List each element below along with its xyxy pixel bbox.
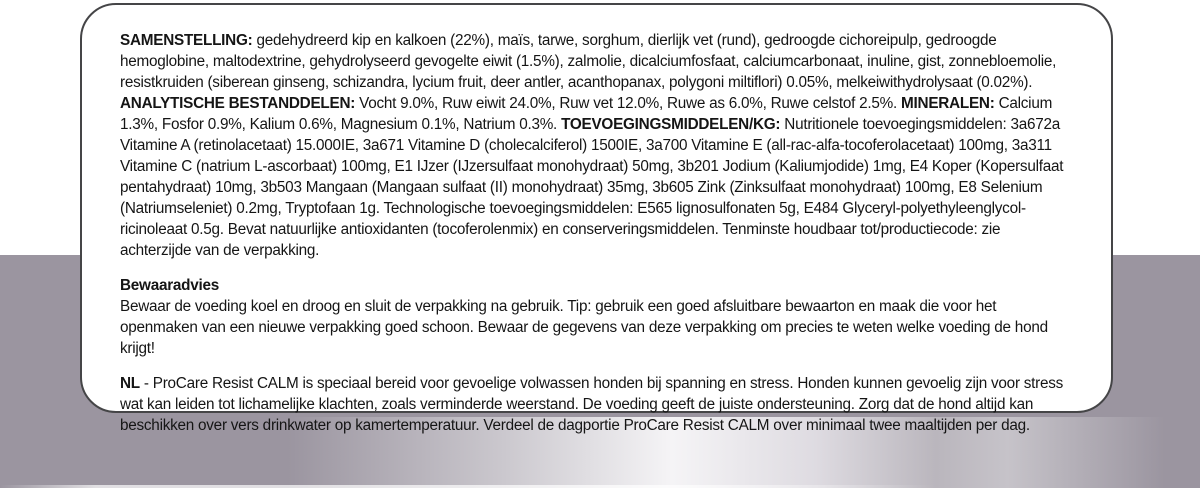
storage-advice-body: Bewaar de voeding koel en droog en sluit de verpakking na gebruik. Tip: gebruik een goed afsluitbare bewaarton en maak die voor het openmaken van een nieuwe verpakking goed schoon. Bewaar de gegevens van deze verpakking om precies te weten welke voeding de hond krijgt!: [120, 298, 1048, 357]
storage-advice-heading: Bewaaradvies: [120, 277, 220, 294]
label-card: [80, 3, 1113, 434]
composition-text: SAMENSTELLING: gedehydreerd kip en kalkoen (22%), maïs, tarwe, sorghum, dierlijk vet (rund), gedroogde cichoreipulp, gedroogde hemoglobine, maltodextrine, gehydrolyseerd gevogelte eiwit (1.5%), zalmolie, dicalciumfosfaat, calciumcarbonaat, inuline, gist, zonnebloemolie, resistkruiden (siberean ginseng, schizandra, lycium fruit, deer antler, acanthopanax, polygoni miltiflori) 0.05%, melkeiwithydrolysaat (0.02%). ANALYTISCHE BESTANDDELEN: Vocht 9.0%, Ruw eiwit 24.0%, Ruw vet 12.0%, Ruwe as 6.0%, Ruwe celstof 2.5%. MINERALEN: Calcium 1.3%, Fosfor 0.9%, Kalium 0.6%, Magnesium 0.1%, Natrium 0.3%. TOEVOEGINGSMIDDELEN/KG: Nutritionele toevoegingsmiddelen: 3a672a Vitamine A (retinolacetaat) 15.000IE, 3a671 Vitamine D (cholecalciferol) 1500IE, 3a700 Vitamine E (all-rac-alfa-tocoferolacetaat) 100mg, 3a311 Vitamine C (natrium L-ascorbaat) 100mg, E1 IJzer (IJzersulfaat monohydraat) 50mg, 3b201 Jodium (Kaliumjodide) 1mg, E4 Koper (Kopersulfaat pentahydraat) 10mg, 3b503 Mangaan (Mangaan sulfaat (II) monohydraat) 35mg, 3b605 Zink (Zinksulfaat monohydraat) 100mg, E8 Selenium (Natriumseleniet) 0.2mg, Tryptofaan 1g. Technologische toevoegingsmiddelen: E565 lignosulfonaten 5g, E484 Glyceryl-polyethyleenglycol-ricinoleaat 0.5g. Bevat natuurlijke antioxidanten (tocoferolenmix) en conserveringsmiddelen. Tenminste houdbaar tot/productiecode: zie achterzijde van de verpakking.: [120, 32, 1064, 259]
nl-product-description: NL - ProCare Resist CALM is speciaal bereid voor gevoelige volwassen honden bij spanning en stress. Honden kunnen gevoelig zijn voor stress wat kan leiden tot lichamelijke klachten, zoals verminderde weerstand. De voeding geeft de juiste ondersteuning. Zorg dat de hond altijd kan beschikken over vers drinkwater op kamertemperatuur. Verdeel de dagportie ProCare Resist CALM over minimaal twee maaltijden per dag.: [120, 375, 1064, 434]
